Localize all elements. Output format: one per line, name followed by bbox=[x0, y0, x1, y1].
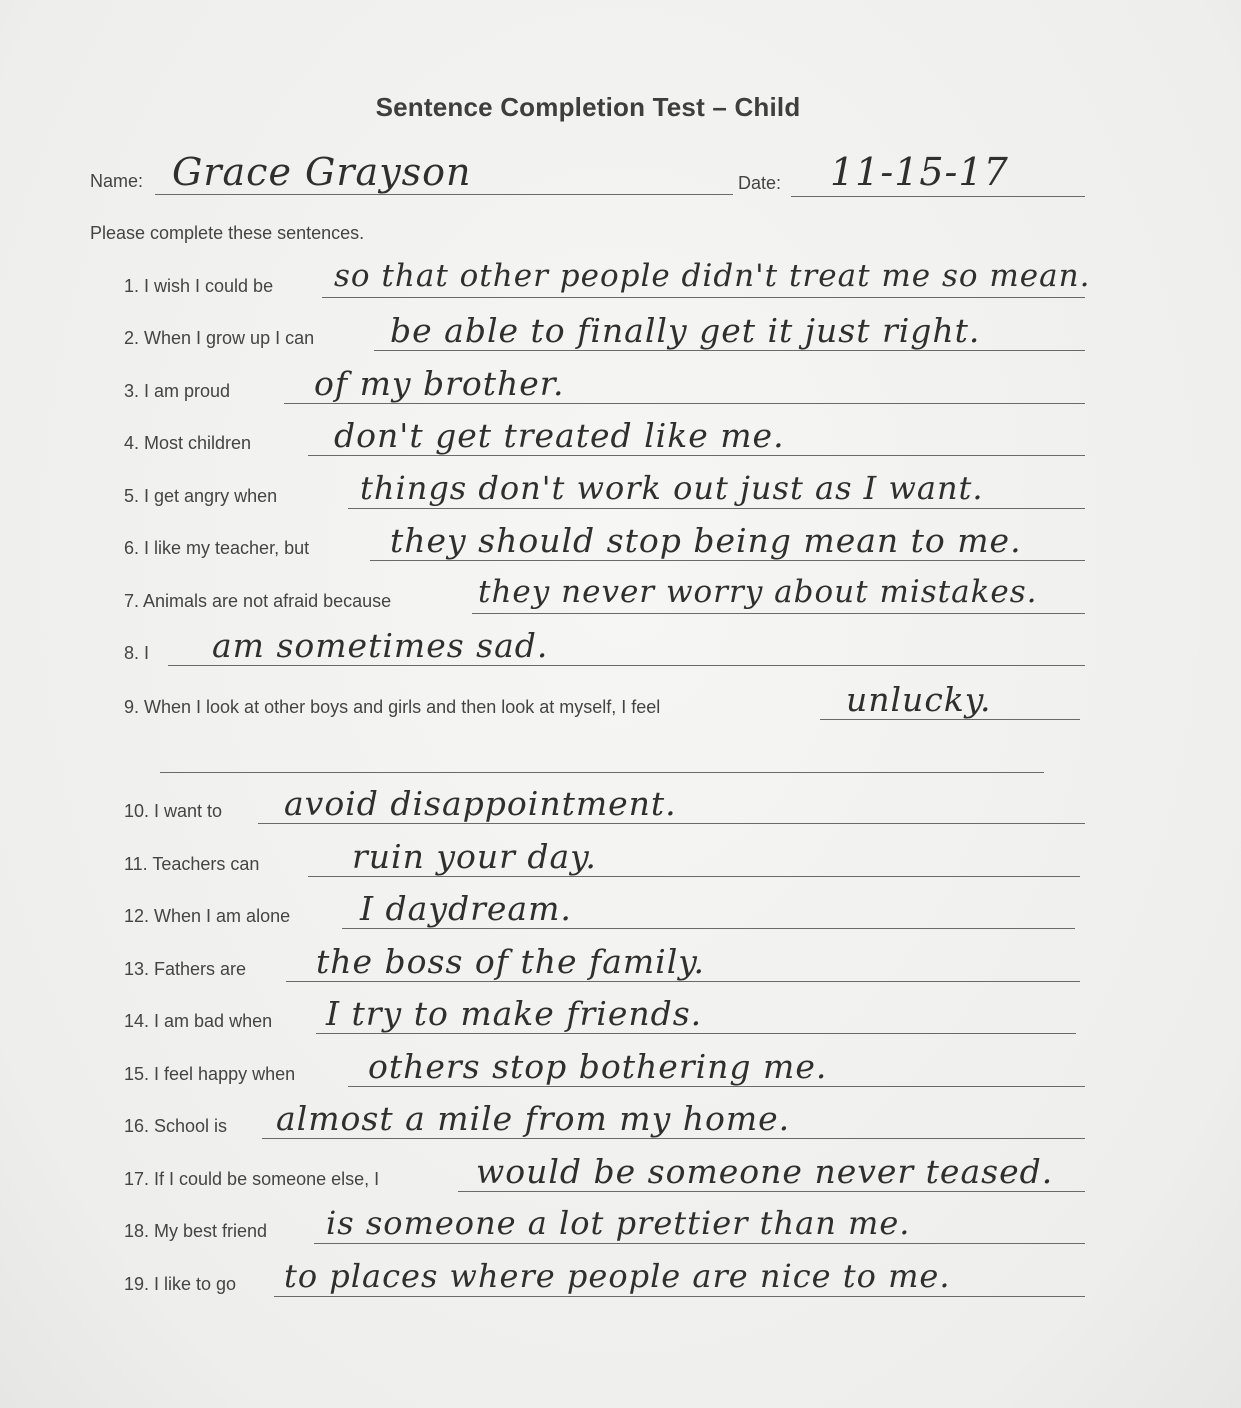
item-answer: would be someone never teased. bbox=[476, 1152, 1054, 1191]
answer-line bbox=[314, 1243, 1085, 1244]
answer-line bbox=[308, 876, 1080, 877]
item-answer: to places where people are nice to me. bbox=[284, 1257, 951, 1295]
item-answer: be able to finally get it just right. bbox=[390, 311, 981, 350]
answer-line bbox=[168, 665, 1085, 666]
answer-line bbox=[458, 1191, 1085, 1192]
item-prompt: 14. I am bad when bbox=[124, 1011, 273, 1031]
item-prompt: 16. School is bbox=[124, 1116, 228, 1136]
page-title: Sentence Completion Test – Child bbox=[375, 92, 801, 122]
answer-line bbox=[348, 1086, 1085, 1087]
item-prompt: 9. When I look at other boys and girls and then look at myself, I feel bbox=[124, 697, 661, 717]
item-prompt: 12. When I am alone bbox=[124, 906, 291, 926]
item-prompt: 4. Most children bbox=[124, 433, 252, 453]
item-answer: of my brother. bbox=[314, 364, 565, 403]
name-line bbox=[155, 194, 733, 195]
item-prompt: 1. I wish I could be bbox=[124, 276, 274, 296]
item-prompt: 13. Fathers are bbox=[124, 959, 247, 979]
item-prompt: 7. Animals are not afraid because bbox=[124, 591, 392, 611]
item-prompt: 10. I want to bbox=[124, 801, 223, 821]
item-answer: unlucky. bbox=[846, 680, 992, 719]
item-answer: I daydream. bbox=[360, 889, 572, 928]
date-line bbox=[791, 196, 1085, 197]
item-answer: they should stop being mean to me. bbox=[390, 521, 1022, 560]
item-answer: am sometimes sad. bbox=[212, 626, 549, 665]
item-answer: ruin your day. bbox=[352, 837, 597, 876]
answer-line bbox=[322, 297, 1085, 298]
answer-line bbox=[472, 613, 1085, 614]
answer-line bbox=[274, 1296, 1085, 1297]
answer-line bbox=[370, 560, 1085, 561]
answer-line bbox=[374, 350, 1085, 351]
item-prompt: 2. When I grow up I can bbox=[124, 328, 315, 348]
answer-line bbox=[284, 403, 1085, 404]
answer-line bbox=[316, 1033, 1076, 1034]
answer-line bbox=[258, 823, 1085, 824]
item-prompt: 5. I get angry when bbox=[124, 486, 278, 506]
item-prompt: 19. I like to go bbox=[124, 1274, 237, 1294]
answer-line-continued bbox=[160, 772, 1044, 773]
item-prompt: 15. I feel happy when bbox=[124, 1064, 296, 1084]
date-label: Date: bbox=[738, 173, 782, 193]
answer-line bbox=[820, 719, 1080, 720]
item-answer: things don't work out just as I want. bbox=[360, 469, 984, 507]
item-prompt: 17. If I could be someone else, I bbox=[124, 1169, 380, 1189]
item-prompt: 3. I am proud bbox=[124, 381, 231, 401]
item-answer: don't get treated like me. bbox=[334, 416, 785, 455]
item-answer: they never worry about mistakes. bbox=[478, 574, 1038, 610]
item-answer: avoid disappointment. bbox=[284, 784, 677, 823]
item-prompt: 11. Teachers can bbox=[124, 854, 260, 874]
answer-line bbox=[348, 508, 1085, 509]
answer-line bbox=[342, 928, 1075, 929]
item-prompt: 6. I like my teacher, but bbox=[124, 538, 310, 558]
instructions: Please complete these sentences. bbox=[90, 223, 365, 243]
item-answer: the boss of the family. bbox=[316, 942, 706, 981]
item-answer: so that other people didn't treat me so mean. bbox=[334, 258, 1091, 294]
answer-line bbox=[262, 1138, 1085, 1139]
answer-line bbox=[308, 455, 1085, 456]
item-prompt: 18. My best friend bbox=[124, 1221, 268, 1241]
item-answer: almost a mile from my home. bbox=[276, 1099, 791, 1138]
name-value: Grace Grayson bbox=[172, 150, 472, 194]
item-answer: I try to make friends. bbox=[326, 994, 703, 1033]
item-answer: is someone a lot prettier than me. bbox=[326, 1204, 911, 1242]
date-value: 11-15-17 bbox=[830, 150, 1009, 194]
answer-line bbox=[286, 981, 1080, 982]
item-answer: others stop bothering me. bbox=[368, 1047, 828, 1086]
name-label: Name: bbox=[90, 171, 144, 191]
item-prompt: 8. I bbox=[124, 643, 150, 663]
